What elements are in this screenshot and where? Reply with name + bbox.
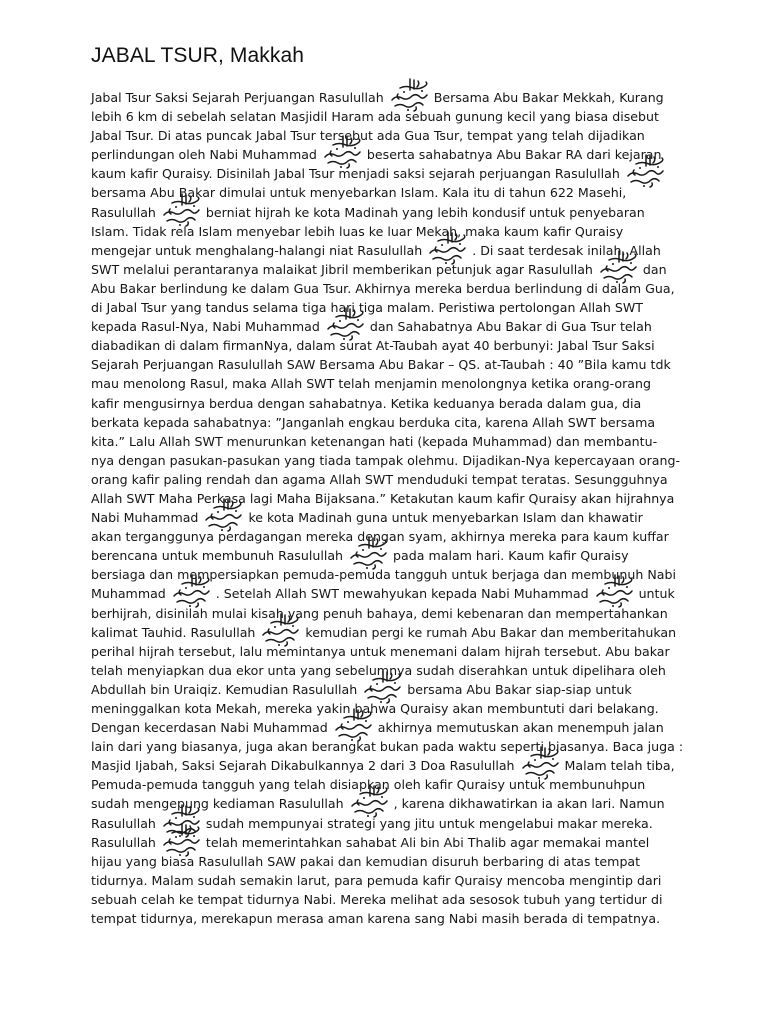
text-line bbox=[91, 298, 691, 317]
salawat-calligraphy-icon bbox=[322, 317, 368, 336]
text-segment: berkata kepada sahabatnya: ”Janganlah engkau berduka cita, karena Allah SWT bersama bbox=[91, 414, 656, 430]
text-line bbox=[91, 642, 691, 661]
text-segment: Malam telah tiba, bbox=[564, 758, 675, 774]
text-segment: dan Sahabatnya Abu Bakar di Gua Tsur telah bbox=[369, 319, 652, 335]
text-segment: mengejar untuk menghalang-halangi niat Rasulullah bbox=[91, 242, 423, 258]
salawat-calligraphy-icon bbox=[386, 88, 432, 107]
salawat-calligraphy-icon bbox=[595, 260, 641, 279]
text-segment: SWT melalui perantaranya malaikat Jibril memberikan petunjuk agar Rasulullah bbox=[91, 261, 593, 277]
text-line bbox=[91, 833, 691, 852]
text-segment: Abdullah bin Uraiqiz. Kemudian Rasulullah bbox=[91, 681, 358, 697]
salawat-calligraphy-icon bbox=[200, 508, 246, 527]
text-line bbox=[91, 432, 691, 451]
text-segment: kita.” Lalu Allah SWT menurunkan ketenangan hati (kepada Muhammad) dan membantu- bbox=[91, 433, 658, 449]
text-segment: telah menyiapkan dua ekor unta yang sebelumnya sudah diserahkan untuk dipelihara oleh bbox=[91, 662, 666, 678]
text-line bbox=[91, 145, 691, 164]
text-segment: berniat hijrah ke kota Madinah yang lebih kondusif untuk penyebaran bbox=[205, 204, 645, 220]
text-segment: hijau yang biasa Rasulullah SAW pakai dan kemudian disuruh berbaring di atas tempat bbox=[91, 853, 641, 869]
text-line bbox=[91, 317, 691, 336]
text-line bbox=[91, 260, 691, 279]
text-line bbox=[91, 680, 691, 699]
text-line bbox=[91, 279, 691, 298]
text-line bbox=[91, 355, 691, 374]
salawat-calligraphy-icon bbox=[424, 241, 470, 260]
text-segment: sudah mengepung kediaman Rasulullah bbox=[91, 796, 344, 812]
text-line bbox=[91, 394, 691, 413]
salawat-calligraphy-icon bbox=[345, 546, 391, 565]
text-line bbox=[91, 451, 691, 470]
text-segment: Rasulullah bbox=[91, 834, 156, 850]
text-segment: Islam. Tidak rela Islam menyebar lebih luas ke luar Mekah, maka kaum kafir Quraisy bbox=[91, 223, 624, 239]
text-segment: Abu Bakar berlindung ke dalam Gua Tsur. Akhirnya mereka berdua berlindung di dalam Gua, bbox=[91, 280, 675, 296]
salawat-calligraphy-icon bbox=[330, 718, 376, 737]
text-segment: . Di saat terdesak inilah, Allah bbox=[472, 242, 661, 258]
text-segment: akhirnya memutuskan akan menempuh jalan bbox=[377, 720, 664, 736]
text-line bbox=[91, 203, 691, 222]
text-segment: dan bbox=[642, 261, 667, 277]
text-segment: mau menolong Rasul, maka Allah SWT telah menjamin menolongnya ketika orang-orang bbox=[91, 376, 651, 392]
text-segment: Sejarah Perjuangan Rasulullah SAW Bersama Abu Bakar – QS. at-Taubah : 40 ”Bila kamu tdk bbox=[91, 357, 671, 373]
salawat-calligraphy-icon bbox=[622, 164, 668, 183]
text-line bbox=[91, 623, 691, 642]
text-line bbox=[91, 756, 691, 775]
text-line bbox=[91, 107, 691, 126]
text-segment: nya dengan pasukan-pasukan yang tiada tampak olehmu. Dijadikan-Nya kepercayaan orang- bbox=[91, 452, 680, 468]
text-line bbox=[91, 699, 691, 718]
text-segment: Bersama Abu Bakar Mekkah, Kurang bbox=[433, 90, 664, 105]
text-line bbox=[91, 126, 691, 145]
text-segment: Rasulullah bbox=[91, 204, 156, 220]
article-body bbox=[91, 88, 691, 928]
text-segment: lain dari yang biasanya, juga akan berangkat bukan pada waktu seperti biasanya. Baca juga : bbox=[91, 739, 684, 755]
salawat-calligraphy-icon bbox=[359, 680, 405, 699]
text-segment: sudah mempunyai strategi yang jitu untuk mengelabui makar mereka. bbox=[205, 815, 653, 831]
text-segment: tempat tidurnya, merekapun merasa aman karena sang Nabi masih berada di tempatnya. bbox=[91, 911, 661, 927]
text-segment: di Jabal Tsur yang tandus selama tiga hari tiga malam. Peristiwa pertolongan Allah SWT bbox=[91, 300, 643, 316]
text-line bbox=[91, 336, 691, 355]
text-segment: Masjid Ijabah, Saksi Sejarah Dikabulkannya 2 dari 3 Doa Rasulullah bbox=[91, 758, 515, 774]
text-line bbox=[91, 374, 691, 393]
salawat-calligraphy-icon bbox=[346, 794, 392, 813]
text-segment: Pemuda-pemuda tangguh yang telah disiapkan oleh kafir Quraisy untuk membunuhpun bbox=[91, 777, 646, 793]
salawat-calligraphy-icon bbox=[517, 756, 563, 775]
text-line bbox=[91, 852, 691, 871]
text-segment: Rasulullah bbox=[91, 815, 156, 831]
text-segment: perlindungan oleh Nabi Muhammad bbox=[91, 147, 317, 163]
text-segment: , karena dikhawatirkan ia akan lari. Namun bbox=[393, 796, 665, 812]
text-segment: kalimat Tauhid. Rasulullah bbox=[91, 624, 256, 640]
text-segment: beserta sahabatnya Abu Bakar RA dari kejaran bbox=[366, 147, 662, 163]
text-segment: orang kafir paling rendah dan agama Allah SWT menduduki tempat teratas. Sesungguhnya bbox=[91, 471, 668, 487]
text-segment: lebih 6 km di sebelah selatan Masjidil Haram ada sebuah gunung kecil yang biasa disebut bbox=[91, 109, 659, 125]
text-segment: tidurnya. Malam sudah semakin larut, para pemuda kafir Quraisy mencoba mengintip dari bbox=[91, 872, 662, 888]
text-line bbox=[91, 546, 691, 565]
text-segment: bersama Abu Bakar siap-siap untuk bbox=[407, 681, 632, 697]
text-segment: Jabal Tsur Saksi Sejarah Perjuangan Rasulullah bbox=[91, 90, 384, 105]
salawat-calligraphy-icon bbox=[158, 833, 204, 852]
page-title: JABAL TSUR, Makkah bbox=[91, 44, 305, 67]
salawat-calligraphy-icon bbox=[591, 584, 637, 603]
salawat-calligraphy-icon bbox=[168, 584, 214, 603]
text-line bbox=[91, 470, 691, 489]
text-segment: akan terganggunya perdagangan mereka dengan syam, akhirnya mereka para kaum kuffar bbox=[91, 529, 669, 545]
salawat-calligraphy-icon bbox=[319, 145, 365, 164]
salawat-calligraphy-icon bbox=[257, 623, 303, 642]
text-line bbox=[91, 737, 691, 756]
text-line bbox=[91, 413, 691, 432]
text-segment: Allah SWT Maha Perkasa lagi Maha Bijaksana.” Ketakutan kaum kafir Quraisy akan hijrahnya bbox=[91, 490, 675, 506]
text-segment: Jabal Tsur. Di atas puncak Jabal Tsur tersebut ada Gua Tsur, tempat yang telah dijadikan bbox=[91, 128, 645, 144]
text-line bbox=[91, 508, 691, 527]
text-segment: berhijrah, disinilah mulai kisah yang penuh bahaya, demi kebenaran dan mempertahankan bbox=[91, 605, 668, 621]
text-segment: berencana untuk membunuh Rasulullah bbox=[91, 548, 344, 564]
salawat-calligraphy-icon bbox=[158, 203, 204, 222]
text-segment: sebuah celah ke tempat tidurnya Nabi. Mereka melihat ada sesosok tubuh yang tertidur di bbox=[91, 891, 663, 907]
text-segment: meninggalkan kota Mekah, mereka yakin bahwa Quraisy akan membuntuti dari belakang. bbox=[91, 701, 659, 716]
text-segment: Nabi Muhammad bbox=[91, 510, 199, 526]
text-segment: . Setelah Allah SWT mewahyukan kepada Nabi Muhammad bbox=[215, 586, 589, 602]
text-line bbox=[91, 890, 691, 909]
text-segment: Muhammad bbox=[91, 586, 166, 602]
text-line bbox=[91, 604, 691, 623]
text-segment: diabadikan di dalam firmanNya, dalam surat At-Taubah ayat 40 berbunyi: Jabal Tsur Saksi bbox=[91, 338, 655, 354]
text-line bbox=[91, 718, 691, 737]
text-line bbox=[91, 584, 691, 603]
text-segment: untuk bbox=[638, 586, 675, 602]
text-segment: telah memerintahkan sahabat Ali bin Abi Thalib agar memakai mantel bbox=[205, 834, 650, 850]
text-line bbox=[91, 222, 691, 241]
text-segment: Dengan kecerdasan Nabi Muhammad bbox=[91, 720, 328, 736]
text-segment: perihal hijrah tersebut, lalu memintanya untuk menemani dalam hijrah tersebut. Abu bakar bbox=[91, 643, 670, 659]
text-segment: kemudian pergi ke rumah Abu Bakar dan memberitahukan bbox=[305, 624, 677, 640]
text-segment: kafir mengusirnya berdua dengan sahabatnya. Ketika keduanya berada dalam gua, dia bbox=[91, 395, 642, 411]
text-line bbox=[91, 164, 691, 183]
text-segment: kaum kafir Quraisy. Disinilah Jabal Tsur menjadi saksi sejarah perjuangan Rasulullah bbox=[91, 166, 620, 182]
text-line bbox=[91, 88, 691, 107]
text-segment: pada malam hari. Kaum kafir Quraisy bbox=[393, 548, 629, 564]
text-segment: bersiaga dan mempersiapkan pemuda-pemuda tangguh untuk berjaga dan membunuh Nabi bbox=[91, 567, 676, 583]
text-line bbox=[91, 909, 691, 928]
text-line bbox=[91, 489, 691, 508]
text-segment: bersama Abu Bakar dimulai untuk menyebarkan Islam. Kala itu di tahun 622 Masehi, bbox=[91, 185, 627, 201]
text-segment: ke kota Madinah guna untuk menyebarkan Islam dan khawatir bbox=[248, 510, 643, 526]
text-line bbox=[91, 871, 691, 890]
text-segment: kepada Rasul-Nya, Nabi Muhammad bbox=[91, 319, 320, 335]
